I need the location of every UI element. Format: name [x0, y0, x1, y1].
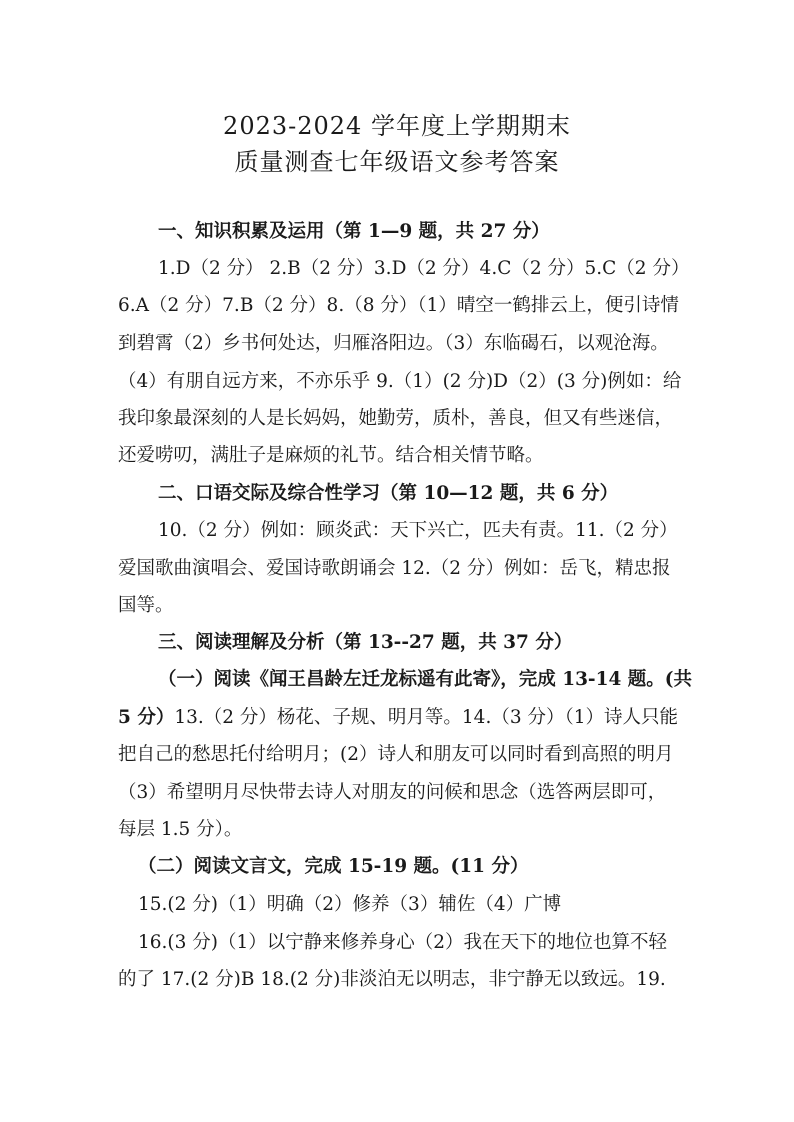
section2-line: 国等。 [118, 595, 174, 616]
section3-sub1-answer: 13.（2 分）杨花、子规、明月等。14.（3 分）（1）诗人只能 [174, 707, 678, 728]
section3-sub1-continuation [118, 709, 678, 728]
section1-line: 还爱唠叨，满肚子是麻烦的礼节。结合相关情节略。 [118, 445, 544, 466]
title-line-1: 2023-2024 学年度上学期期末 [223, 112, 571, 140]
section2-line: 爱国歌曲演唱会、爱国诗歌朗诵会 12.（2 分）例如：岳飞，精忠报 [118, 558, 671, 579]
section3-sub1-line: （3）希望明月尽快带去诗人对朋友的问候和思念（选答两层即可， [118, 782, 667, 803]
section1-heading: 一、知识积累及运用（第 1—9 题，共 27 分） [158, 221, 550, 242]
section3-sub1-line: 把自己的愁思托付给明月；(2）诗人和朋友可以同时看到高照的明月 [118, 744, 674, 765]
section1-line: 到碧霄（2）乡书何处达，归雁洛阳边。（3）东临碣石，以观沧海。 [118, 333, 669, 354]
title-line-2: 质量测查七年级语文参考答案 [234, 148, 560, 176]
section2-line: 10.（2 分）例如：顾炎武：天下兴亡，匹夫有责。11.（2 分） [158, 520, 678, 541]
section3-sub2-heading: （二）阅读文言文，完成 15-19 题。(11 分） [138, 856, 529, 877]
section1-line: 我印象最深刻的人是长妈妈，她勤劳，质朴，善良，但又有些迷信， [118, 408, 674, 429]
section3-heading: 三、阅读理解及分析（第 13--27 题，共 37 分） [158, 632, 573, 653]
section3-sub2-line: 的了 17.(2 分)B 18.(2 分)非淡泊无以明志，非宁静无以致远。19. [118, 969, 666, 990]
section3-sub1-score: 5 分） [118, 707, 175, 728]
section1-line: 1.D（2 分） 2.B（2 分）3.D（2 分）4.C（2 分）5.C（2 分） [158, 258, 690, 279]
section2-heading: 二、口语交际及综合性学习（第 10—12 题，共 6 分） [158, 483, 619, 504]
section3-sub2-line: 15.(2 分)（1）明确（2）修养（3）辅佐（4）广博 [138, 894, 562, 915]
section3-sub1-heading: （一）阅读《闻王昌龄左迁龙标遥有此寄》，完成 13-14 题。(共 [158, 669, 693, 690]
section1-line: 6.A（2 分）7.B（2 分）8.（8 分）（1）晴空一鹤排云上，便引诗情 [118, 295, 679, 316]
section1-line: （4）有朋自远方来，不亦乐乎 9.（1）(2 分)D（2）(3 分)例如：给 [118, 371, 682, 392]
section3-sub1-line: 每层 1.5 分）。 [118, 819, 243, 840]
section3-sub2-line: 16.(3 分)（1）以宁静来修养身心（2）我在天下的地位也算不轻 [138, 932, 668, 953]
